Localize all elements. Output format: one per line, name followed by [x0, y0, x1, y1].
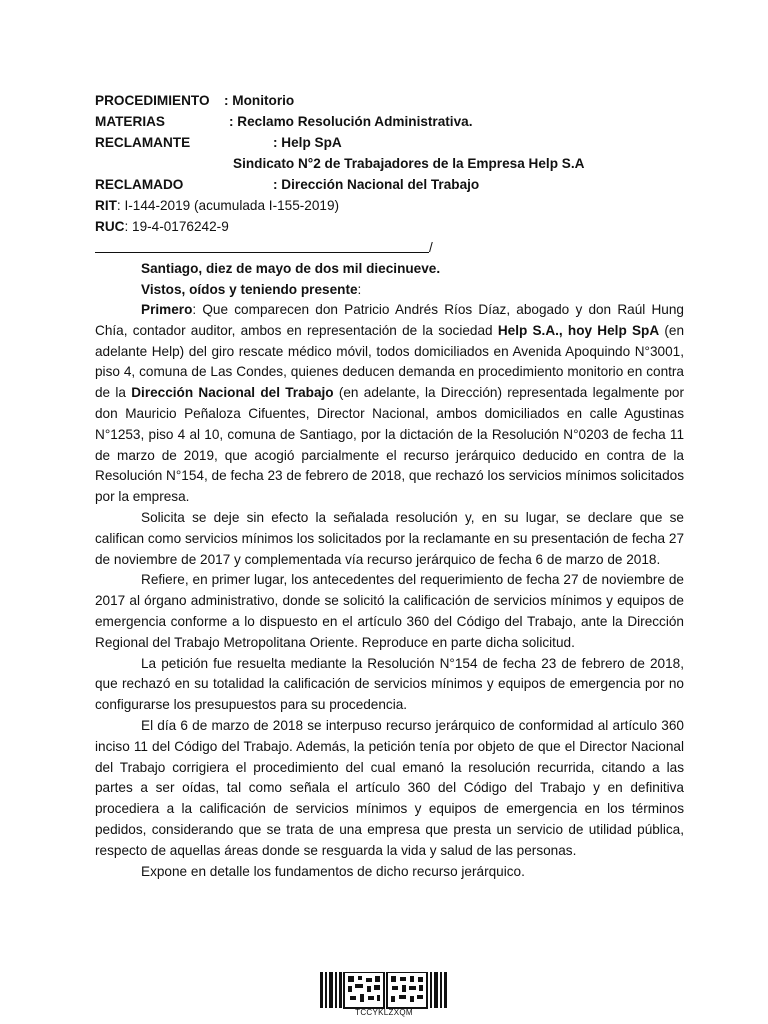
header-ruc	[95, 216, 684, 237]
reclamado-label: RECLAMADO	[95, 177, 184, 192]
barcode-code: TCCYKLZXQM	[355, 1008, 413, 1017]
paragraph-expone: Expone en detalle los fundamentos de dicho recurso jerárquico.	[141, 863, 525, 879]
header-procedimiento	[95, 90, 684, 111]
vistos-colon: :	[357, 282, 362, 297]
separator-rule	[95, 237, 684, 258]
paragraph-recurso: El día 6 de marzo de 2018 se interpuso recurso jerárquico de conformidad al artículo 360 inciso 11 del Código del Trabajo. Además, la petición tenía por objeto de que el Director Nacional del Trabajo corrigiera el procedimiento del cual emanó la resolución recurrida, citando a las partes a ser oídas, tal como señala el artículo 360 del Código del Trabajo y en definitiva procediera a la calificación de servicios mínimos y equipos de emergencia en los términos pedidos, considerando que se trata de una empresa que presta un servicio de utilidad pública, respecto de aquellas áreas donde se resguarda la vida y salud de las personas.	[95, 717, 684, 858]
paragraph-primero	[95, 300, 684, 508]
paragraph-peticion: La petición fue resuelta mediante la Resolución N°154 de fecha 23 de febrero de 2018, que rechazó en su totalidad la calificación de servicios mínimos y equipos de emergencia por no configurarse los presupuestos para su procedencia.	[95, 655, 684, 713]
procedimiento-label: PROCEDIMIENTO	[95, 93, 210, 108]
p1-bold-direccion: Dirección Nacional del Trabajo	[131, 385, 334, 401]
ruc-value: : 19-4-0176242-9	[124, 219, 229, 234]
reclamante-value-2: Sindicato N°2 de Trabajadores de la Empresa Help S.A	[233, 156, 585, 171]
rit-value: : I-144-2019 (acumulada I-155-2019)	[116, 198, 340, 213]
vistos-text: Vistos, oídos y teniendo presente	[141, 282, 358, 297]
p1-text-b: (en adelante Help) del giro rescate médico móvil, todos domiciliados en Avenida Apoquindo N°3001, piso 4, comuna de Las Condes, quienes deducen demanda en procedimiento monitorio en contra de la	[95, 322, 685, 401]
header-reclamado	[95, 174, 684, 195]
materias-label: MATERIAS	[95, 114, 165, 129]
procedimiento-value: : Monitorio	[224, 93, 295, 108]
p1-text-c: (en adelante, la Dirección) representada legalmente por don Mauricio Peñaloza Cifuentes, Director Nacional, ambos domiciliados en calle Agustinas N°1253, piso 4 al 10, comuna de Santiago, por la dictación de la Resolución N°0203 de fecha 11 de marzo de 2019, que acogió parcialmente el recurso jerárquico deducido en contra de la Resolución N°154, de fecha 23 de febrero de 2018, que rechazó los servicios mínimos solicitados por la empresa.	[95, 385, 684, 505]
date-line: Santiago, diez de mayo de dos mil diecinueve.	[141, 261, 441, 276]
rit-label: RIT	[95, 198, 117, 213]
paragraph-refiere: Refiere, en primer lugar, los antecedentes del requerimiento de fecha 27 de noviembre de 2017 al órgano administrativo, donde se solicitó la calificación de servicios mínimos y equipos de emergencia conforme a lo dispuesto en el artículo 360 del Código del Trabajo, ante la Dirección Regional del Trabajo Metropolitana Oriente. Reproduce en parte dicha solicitud.	[95, 572, 684, 650]
paragraph-solicita: Solicita se deje sin efecto la señalada resolución y, en su lugar, se declare que se califican como servicios mínimos los solicitados por la reclamante en su presentación de fecha 27 de noviembre de 2017 y complementada vía recurso jerárquico de fecha 6 de marzo de 2018.	[95, 509, 684, 567]
document-page	[95, 90, 684, 882]
separator-line	[95, 252, 429, 253]
materias-value: : Reclamo Resolución Administrativa.	[229, 114, 473, 129]
reclamado-value: : Dirección Nacional del Trabajo	[273, 177, 480, 192]
reclamante-value: : Help SpA	[273, 135, 342, 150]
header-rit	[95, 195, 684, 216]
primero-label: Primero	[141, 302, 193, 317]
header-materias	[95, 111, 684, 132]
separator-slash: /	[429, 240, 433, 255]
ruc-label: RUC	[95, 219, 125, 234]
p1-text-a: : Que comparecen don Patricio Andrés Ríos Díaz, abogado y don Raúl Hung Chía, contador auditor, ambos en representación de la sociedad	[95, 302, 684, 338]
header-reclamante	[95, 132, 684, 153]
p1-bold-help: Help S.A., hoy Help SpA	[497, 322, 660, 338]
reclamante-label: RECLAMANTE	[95, 135, 191, 150]
header-reclamante-2	[95, 153, 684, 174]
vistos-line	[95, 279, 684, 300]
